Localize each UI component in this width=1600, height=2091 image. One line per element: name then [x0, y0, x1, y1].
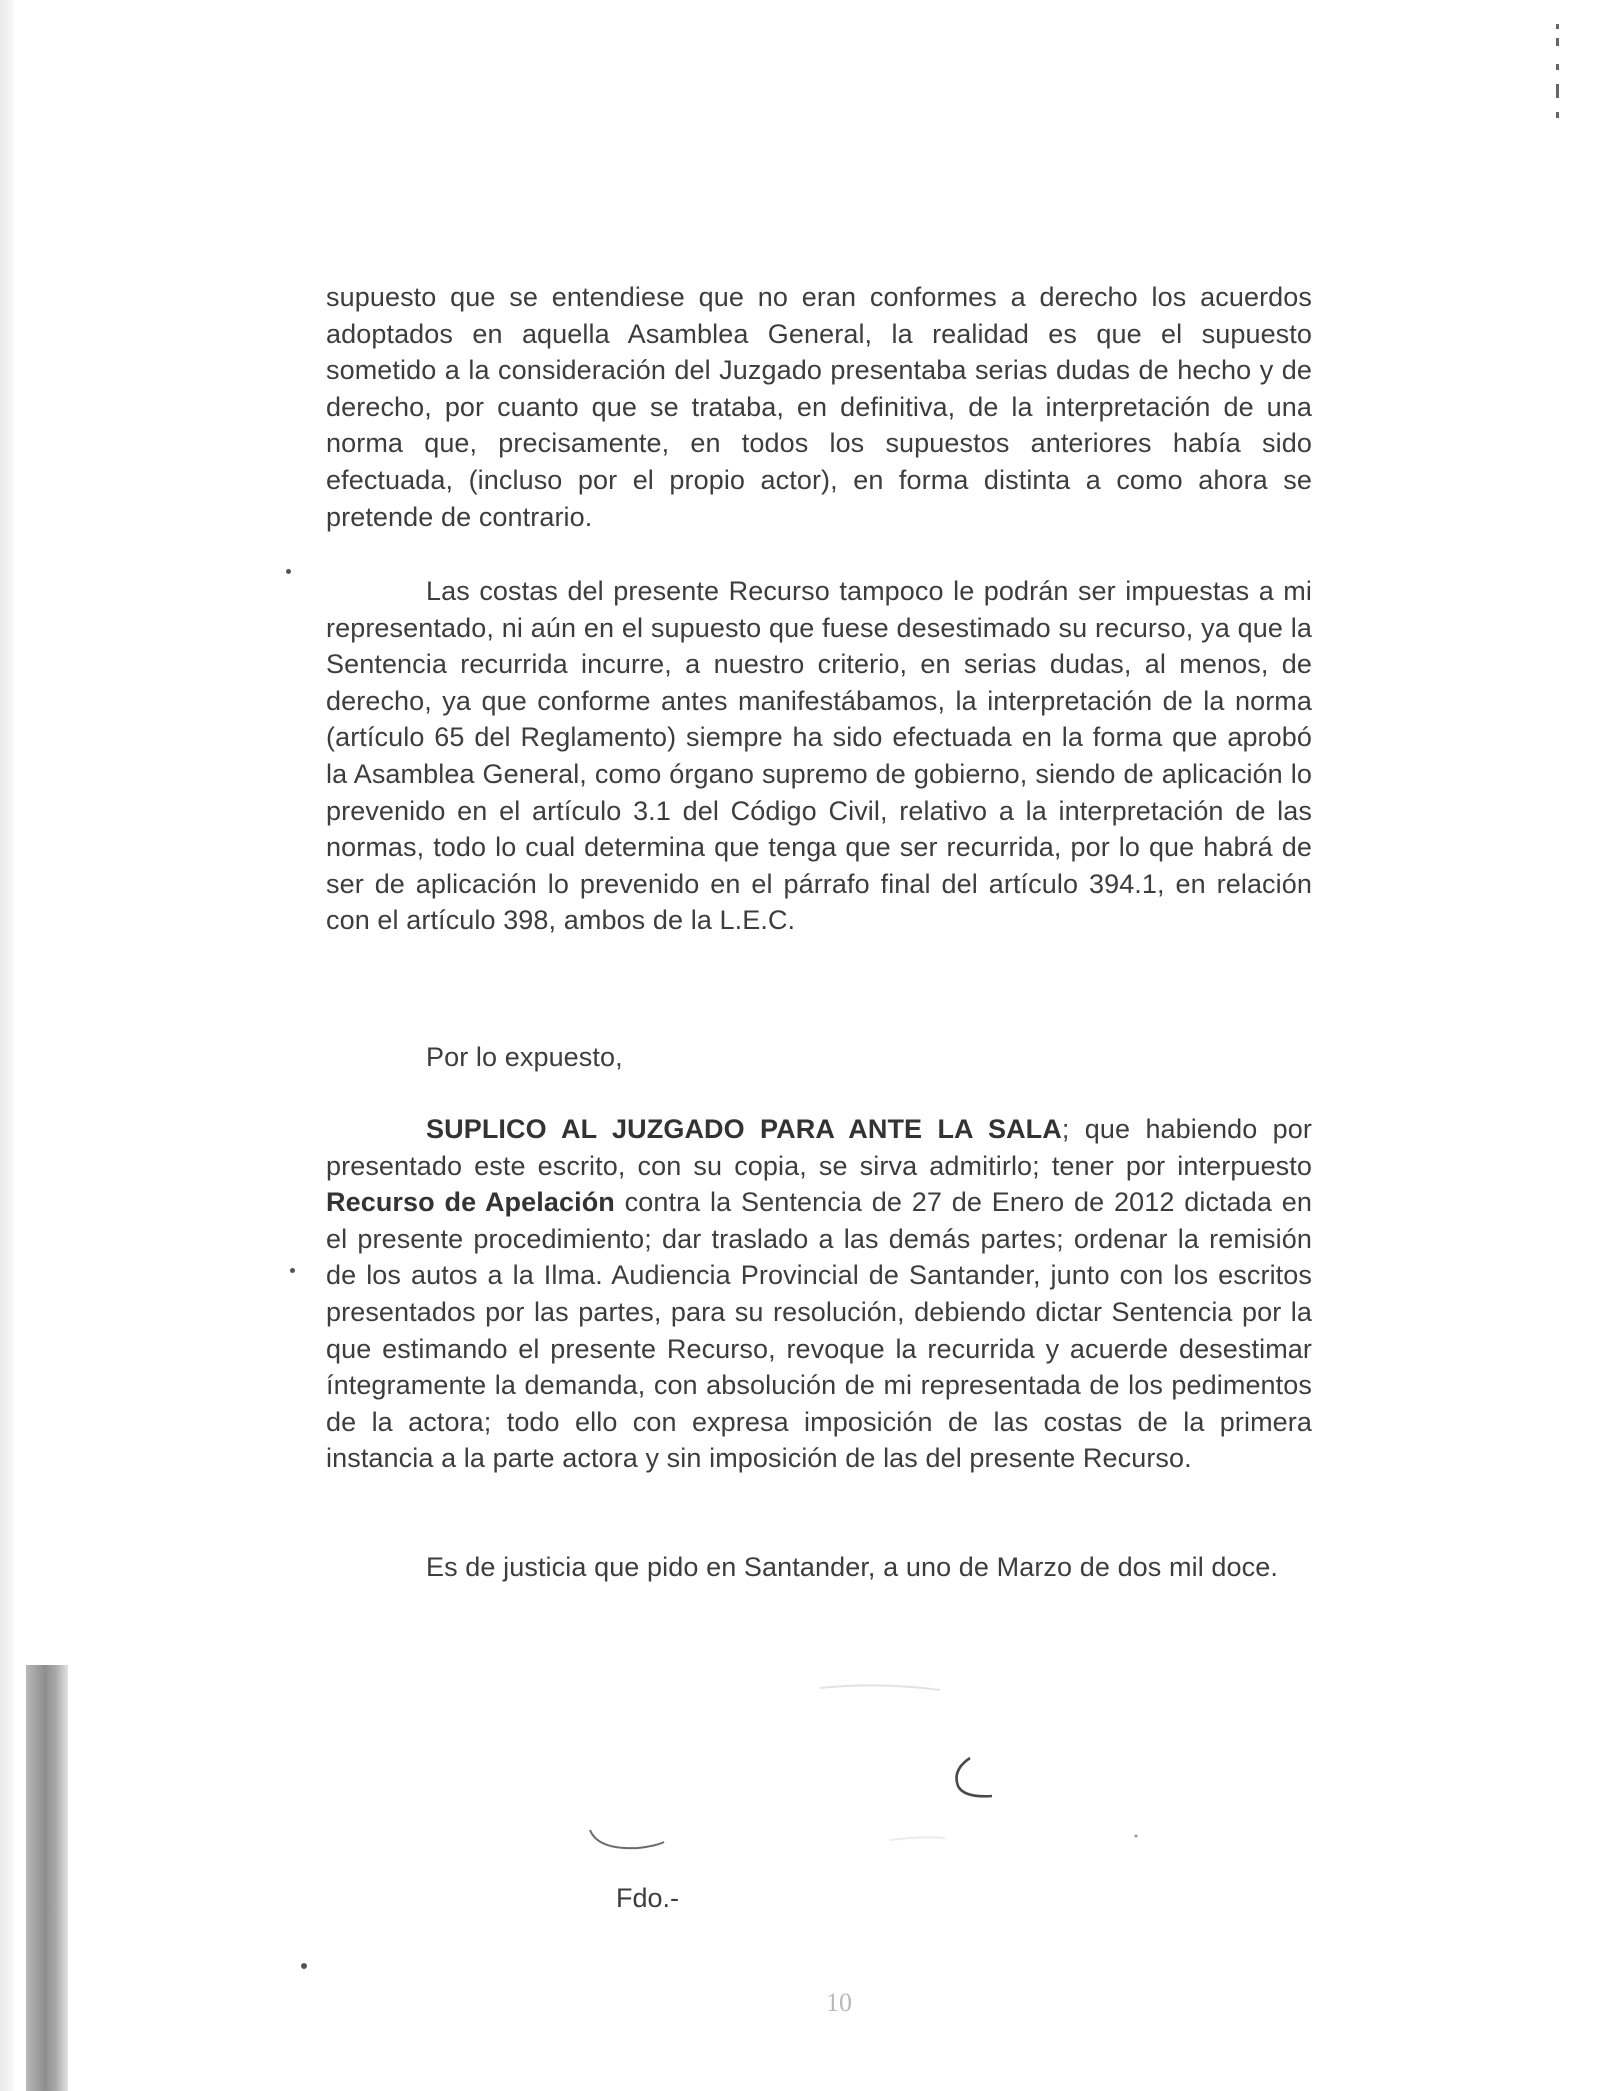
paragraph-closing: Es de justicia que pido en Santander, a uno de Marzo de dos mil doce. [426, 1552, 1278, 1582]
suplico-text-2: contra la Sentencia de 27 de Enero de 2012 dictada en el presente procedimiento; dar traslado a las demás partes; ordenar la remisión de los autos a la Ilma. Audiencia Provincial de Santander, junto con los escritos presentados por las partes, para su resolución, debiendo dictar Sentencia por la que estimando el presente Recurso, revoque la recurrida y acuerde desestimar íntegramente la demanda, con absolución de mi representada de los pedimentos de la actora; todo ello con expresa imposición de las costas de la primera instancia a la parte actora y sin imposición de las del presente Recurso. [326, 1187, 1312, 1474]
signature-mark [560, 1680, 1280, 1880]
scan-speck [301, 1963, 307, 1969]
scan-marks [1556, 24, 1562, 124]
scan-speck [286, 569, 291, 574]
scan-left-edge [0, 0, 14, 2091]
scan-binding-shadow [26, 1665, 68, 2091]
suplico-text-1: ; que habiendo por presentado este escrito, con su copia, se sirva admitirlo; tener por interpuesto [326, 1114, 1312, 1181]
page-number: 10 [826, 1988, 852, 2017]
suplico-heading: SUPLICO AL JUZGADO PARA ANTE LA SALA [426, 1114, 1062, 1144]
paragraph-suplico [326, 1111, 1312, 1477]
recurso-apelacion-term: Recurso de Apelación [326, 1187, 615, 1218]
paragraph-costs-doubts: supuesto que se entendiese que no eran conformes a derecho los acuerdos adoptados en aquella Asamblea General, la realidad es que el supuesto sometido a la consideración del Juzgado presentaba serias dudas de hecho y de derecho, por cuanto que se trataba, en definitiva, de la interpretación de una norma que, precisamente, en todos los supuestos anteriores había sido efectuada, (incluso por el propio actor), en forma distinta a como ahora se pretende de contrario. [326, 282, 1312, 532]
paragraph-por-lo-expuesto: Por lo expuesto, [426, 1042, 623, 1072]
signature-label: Fdo.- [616, 1883, 680, 1913]
scan-speck [290, 1268, 295, 1273]
paragraph-appeal-costs: Las costas del presente Recurso tampoco le podrán ser impuestas a mi representado, ni aún en el supuesto que fuese desestimado su recurso, ya que la Sentencia recurrida incurre, a nuestro criterio, en serias dudas, al menos, de derecho, ya que conforme antes manifestábamos, la interpretación de la norma (artículo 65 del Reglamento) siempre ha sido efectuada en la forma que aprobó la Asamblea General, como órgano supremo de gobierno, siendo de aplicación lo prevenido en el artículo 3.1 del Código Civil, relativo a la interpretación de las normas, todo lo cual determina que tenga que ser recurrida, por lo que habrá de ser de aplicación lo prevenido en el párrafo final del artículo 394.1, en relación con el artículo 398, ambos de la L.E.C. [326, 576, 1312, 936]
